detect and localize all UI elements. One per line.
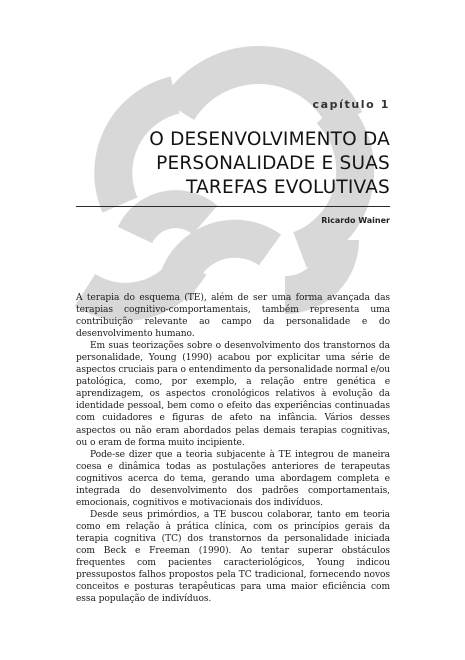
title-divider	[76, 206, 390, 207]
paragraph: Pode-se dizer que a teoria subjacente à TE integrou de maneira coesa e dinâmica todas as postulações anteriores de terapeutas cognitivos acerca do tema, gerando uma abordagem completa e integrada do desenvolvimento dos padrões comportamentais, emocionais, cognitivos e motivacionais dos indivíduos.	[76, 449, 390, 508]
author-name: Ricardo Wainer	[321, 216, 390, 225]
chapter-title-line: O DESENVOLVIMENTO DA	[149, 129, 390, 150]
paragraph: Em suas teorizações sobre o desenvolvimento dos transtornos da personalidade, Young (1990) acabou por explicitar uma série de aspectos cruciais para o entendimento da personalidade normal e/ou patológica, como, por exemplo, a relação entre genética e aprendizagem, os aspectos cronológicos relativos à evolução da identidade pessoal, bem como o efeito das experiências continuadas com cuidadores e figuras de afeto na infância. Vários desses aspectos ou não eram abordados pelas demais terapias cognitivas, ou o eram de forma muito incipiente.	[76, 341, 390, 448]
paragraph: A terapia do esquema (TE), além de ser uma forma avançada das terapias cognitivo-comportamentais, também representa uma contribuição relevante ao campo da personalidade e do desenvolvimento humano.	[76, 293, 390, 340]
chapter-title-line: PERSONALIDADE E SUAS	[156, 153, 390, 174]
chapter-title	[70, 128, 390, 200]
chapter-label: capítulo 1	[312, 98, 390, 111]
body-text	[76, 292, 390, 605]
paragraph: Desde seus primórdios, a TE buscou colaborar, tanto em teoria como em relação à prática clínica, com os princípios gerais da terapia cognitiva (TC) dos transtornos da personalidade iniciada com Beck e Freeman (1990). Ao tentar superar obstáculos frequentes com pacientes caracteriológicos, Young indicou pressupostos falhos propostos pela TC tradicional, fornecendo novos conceitos e posturas terapêuticas para uma maior eficiência com essa população de indivíduos.	[76, 509, 390, 605]
chapter-title-line: TAREFAS EVOLUTIVAS	[185, 177, 390, 198]
